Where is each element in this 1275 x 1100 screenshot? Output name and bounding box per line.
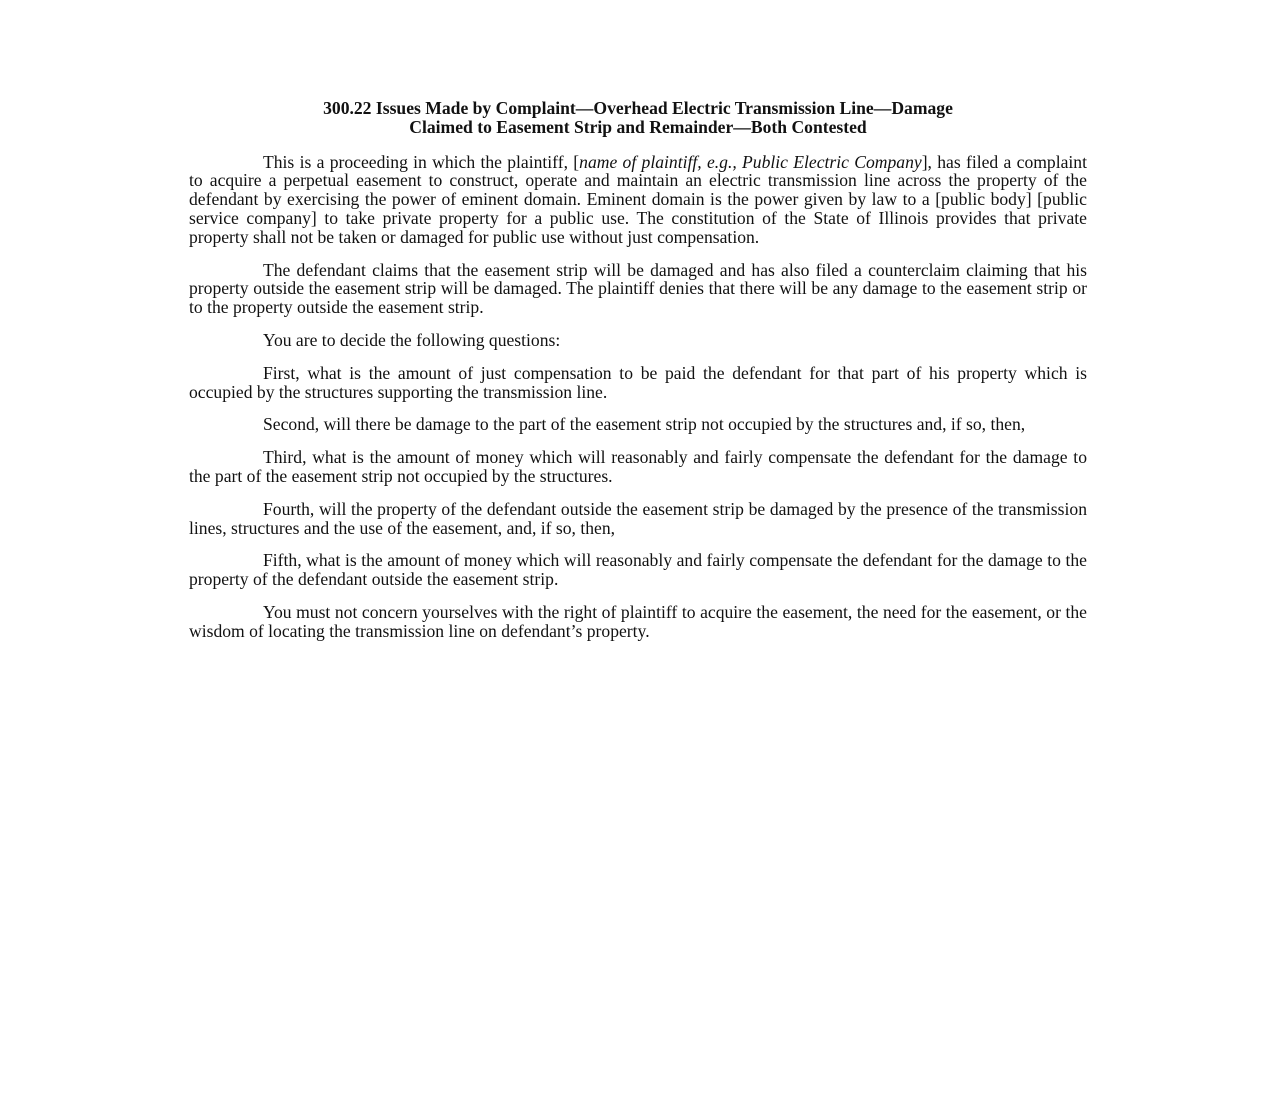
paragraph-proceeding-text-end: ], has filed a complaint to acquire a perpetual easement to construct, operate and maintain an electric transmission line across the property of the defendant by exercising the power of eminent domain. Eminent domain is the power given by law to a [public body] [public service company] to take private property for a public use. The constitution of the State of Illinois provides that private property shall not be taken or damaged for public use without just compensation.	[189, 151, 1087, 247]
paragraph-proceeding-text-start: This is a proceeding in which the plaintiff, [	[263, 151, 580, 172]
plaintiff-name-placeholder: name of plaintiff, e.g., Public Electric Company	[579, 151, 922, 172]
paragraph-defendant-claims: The defendant claims that the easement strip will be damaged and has also filed a counterclaim claiming that his property outside the easement strip will be damaged. The plaintiff denies that there will be any damage to the easement strip or to the property outside the easement strip.	[189, 259, 1087, 318]
paragraph-question-third: Third, what is the amount of money which will reasonably and fairly compensate the defendant for the damage to the part of the easement strip not occupied by the structures.	[189, 447, 1087, 486]
paragraph-question-fifth: Fifth, what is the amount of money which will reasonably and fairly compensate the defendant for the damage to the property of the defendant outside the easement strip.	[189, 550, 1087, 590]
title-line-1: 300.22 Issues Made by Complaint—Overhead Electric Transmission Line—Damage	[323, 98, 953, 118]
document-body	[189, 99, 1087, 655]
document-title	[189, 99, 1087, 137]
paragraph-question-second: Second, will there be damage to the part of the easement strip not occupied by the structures and, if so, then,	[263, 414, 1026, 435]
paragraph-proceeding	[189, 153, 1087, 247]
paragraph-instruction: You must not concern yourselves with the right of plaintiff to acquire the easement, the need for the easement, or the wisdom of locating the transmission line on defendant’s property.	[189, 601, 1087, 641]
title-line-2: Claimed to Easement Strip and Remainder—Both Contested	[409, 116, 867, 137]
paragraph-questions-intro: You are to decide the following questions:	[263, 329, 561, 350]
paragraph-question-first: First, what is the amount of just compensation to be paid the defendant for that part of his property which is occupied by the structures supporting the transmission line.	[189, 362, 1087, 402]
paragraph-question-fourth: Fourth, will the property of the defendant outside the easement strip be damaged by the presence of the transmission lines, structures and the use of the easement, and, if so, then,	[189, 498, 1087, 538]
